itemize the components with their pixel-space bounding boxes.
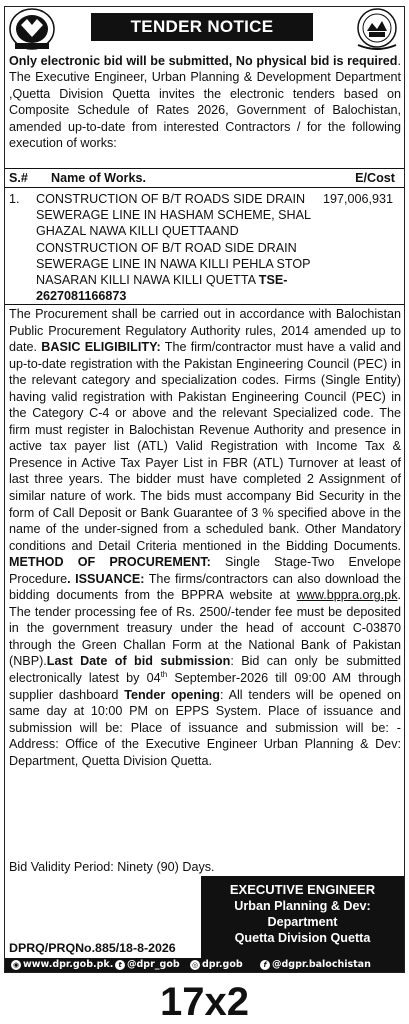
facebook-handle: @dgpr.balochistan bbox=[272, 959, 371, 970]
work-serial: 1. bbox=[9, 192, 20, 206]
tender-notice-ad bbox=[4, 6, 405, 973]
twitter-item[interactable] bbox=[115, 958, 180, 972]
method-text: Single Stage-Two Envelope Procedure bbox=[9, 555, 401, 586]
col-name-header: Name of Works. bbox=[51, 171, 146, 185]
date-suffix: th bbox=[160, 669, 168, 679]
signatory-department-2: Department bbox=[267, 915, 338, 929]
col-cost-header: E/Cost bbox=[355, 171, 395, 185]
tse-number: TSE-2627081166873 bbox=[36, 273, 288, 304]
work-name: CONSTRUCTION OF B/T ROADS SIDE DRAIN SEWERAGE LINE IN HASHAM SCHEME, SHAL GHAZAL NAWA KILLI QUETTAAND CONSTRUCTION OF B/T ROAD SIDE DRAIN SEWERAGE LINE IN NAWA KILLI PEHLA STOP NASARAN KILLI NAWA KILLI QUETTA bbox=[36, 192, 311, 288]
procurement-rules-text: The Procurement shall be carried out in accordance with Balochistan Public Procurement Regulatory Authority rules, 2014 amended up to date. bbox=[9, 307, 401, 355]
work-description bbox=[36, 191, 336, 304]
issuance-heading: ISSUANCE: bbox=[75, 571, 145, 586]
globe-icon: ◉ bbox=[12, 960, 20, 969]
tender-notice-title: TENDER NOTICE bbox=[91, 13, 313, 41]
divider bbox=[5, 304, 404, 305]
signatory-title: EXECUTIVE ENGINEER bbox=[229, 882, 376, 897]
facebook-item[interactable] bbox=[260, 958, 371, 972]
urban-planning-department-logo bbox=[352, 7, 402, 53]
table-header bbox=[9, 170, 401, 186]
last-date-heading: Last Date of bid submission bbox=[46, 654, 231, 669]
twitter-handle: @dpr_gob bbox=[127, 959, 180, 970]
tender-opening-heading: Tender opening bbox=[124, 687, 220, 702]
reference-number: DPRQ/PRQNo.885/18-8-2026 bbox=[9, 941, 176, 955]
instagram-icon: ◎ bbox=[191, 960, 199, 969]
twitter-icon: t bbox=[115, 960, 125, 970]
col-serial-header: S.# bbox=[9, 171, 28, 185]
government-emblem-logo bbox=[7, 7, 57, 53]
deadline-text: September-2026 till 09:00 AM through supplier dashboard bbox=[9, 671, 401, 702]
method-period: . bbox=[67, 571, 71, 586]
processing-fee-text: . The tender processing fee of Rs. 2500/-tender fee must be deposited in the government treasury under the head of account C-03870 through the Green Challan Form at the National Bank of Pakistan (NBP). bbox=[9, 588, 401, 669]
website-text: www.dpr.gob.pk. bbox=[23, 959, 114, 970]
issuance-text: The firms/contractors can also download the bidding documents from the BPPRA website at bbox=[9, 571, 402, 603]
estimated-cost: 197,006,931 bbox=[322, 192, 393, 206]
signatory-division: Quetta Division Quetta bbox=[234, 931, 371, 945]
instagram-item[interactable] bbox=[190, 958, 243, 972]
divider bbox=[5, 187, 404, 188]
intro-paragraph bbox=[9, 53, 401, 151]
last-date-text: : Bid can only be submitted electronically latest by 04 bbox=[9, 654, 402, 686]
opening-text: : All tenders will be opened on same day at 10:00 PM on EPPS System. Place of issuance and submission will be: Place of issuance and submission will be: - Address: Office of the Executive Engineer Urban Planning & Dev: Department, Quetta Division Quetta. bbox=[9, 687, 402, 768]
intro-text: . The Executive Engineer, Urban Planning & Development Department ,Quetta Division Quetta invites the electronic tenders based on Composite Schedule of Rates 2026, Government of Balochistan, amended up-to-date from interested Contractors / for the following execution of works: bbox=[9, 54, 401, 151]
tender-conditions bbox=[9, 306, 401, 769]
bppra-website-link[interactable]: www.bppra.org.pk bbox=[296, 588, 398, 603]
signatory-department: Urban Planning & Dev: bbox=[234, 899, 371, 913]
bid-validity: Bid Validity Period: Ninety (90) Days. bbox=[9, 860, 215, 874]
basic-eligibility-heading: BASIC ELIGIBILITY: bbox=[41, 340, 161, 355]
website-item[interactable] bbox=[11, 958, 113, 972]
facebook-icon: f bbox=[260, 960, 270, 970]
ad-size-label: 17x2 bbox=[160, 980, 249, 1024]
divider bbox=[5, 168, 404, 169]
social-footer bbox=[5, 958, 404, 972]
header bbox=[5, 7, 404, 55]
signature-block bbox=[201, 876, 404, 960]
eligibility-text: The firm/contractor must have a valid and up-to-date registration with the Pakistan Engineering Council (PEC) in the relevant category and specialization codes. Firms (Single Entity) having valid registration with Pakistan Engineering Council (PEC) in the Category C-4 or above and the relevant Specialized code. The firm must register in Balochistan Revenue Authority and presence in active tax payer list (ATL) Valid Registration with Income Tax & Presence in Active Tax Payer List in FBR (ATL) Turnover at least of last three years. The bidder must have completed 2 Assignment of similar nature of work. The bids must accompany Bid Security in the form of Call Deposit or Bank Guarantee of 3 % specified above in the name of the under-signed from a scheduled bank. Other Mandatory conditions and Detail Criteria mentioned in the Bidding Documents. bbox=[9, 340, 401, 553]
electronic-bid-notice: Only electronic bid will be submitted, No physical bid is required bbox=[9, 54, 398, 68]
instagram-handle: dpr.gob bbox=[202, 959, 243, 970]
method-of-procurement-heading: METHOD OF PROCUREMENT: bbox=[9, 555, 211, 570]
